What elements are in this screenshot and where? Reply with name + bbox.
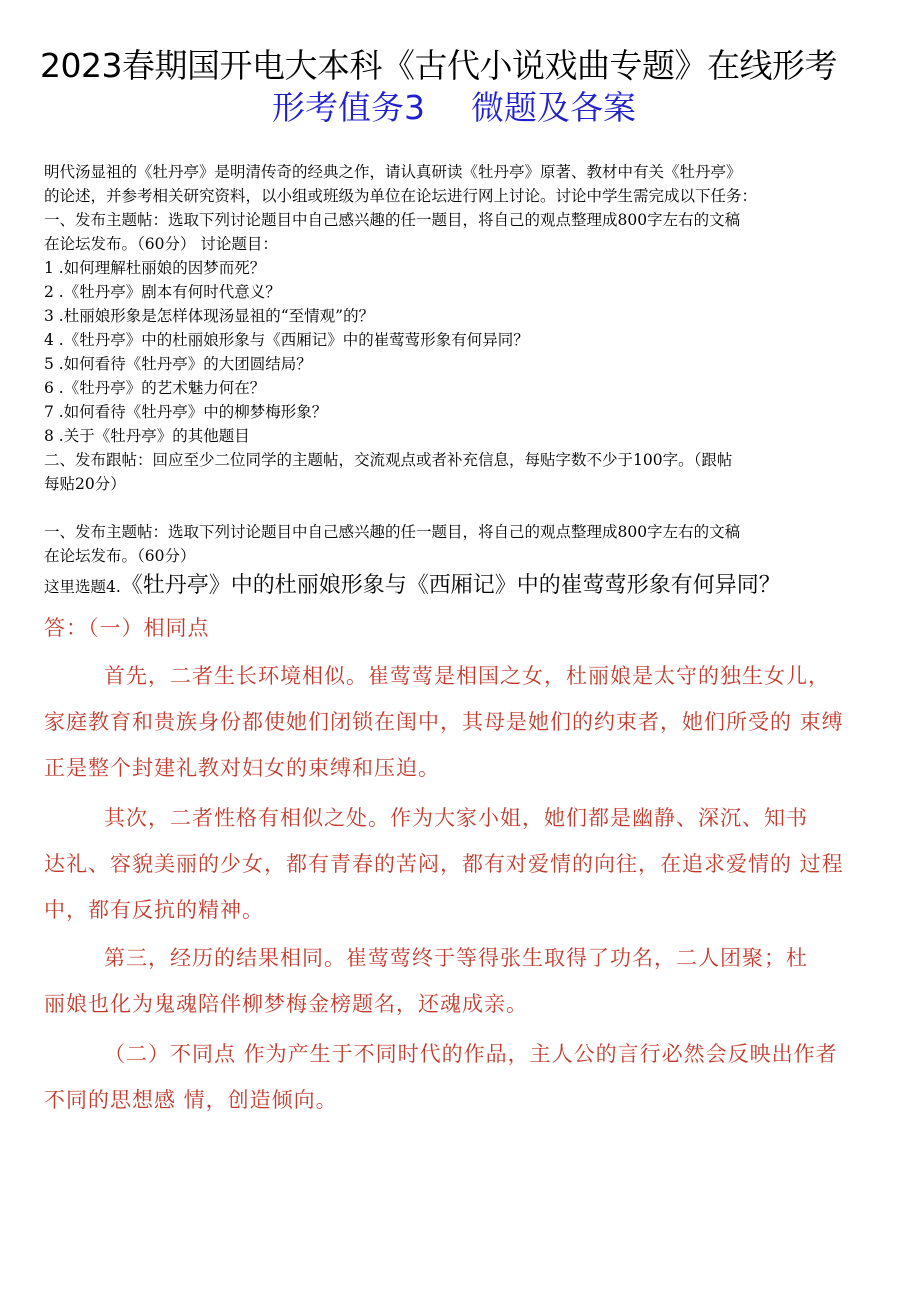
answer-line: 正是整个封建礼教对妇女的束缚和压迫。 bbox=[44, 756, 440, 780]
answer-line: 其次，二者性格有相似之处。作为大家小姐，她们都是幽静、深沉、知书 bbox=[104, 806, 808, 830]
task2-line: 每贴20分） bbox=[44, 475, 126, 493]
answer-line: 第三，经历的结果相同。崔莺莺终于等得张生取得了功名，二人团聚；杜 bbox=[104, 946, 808, 970]
answer-line: （二）不同点 作为产生于不同时代的作品，主人公的言行必然会反映出作者 bbox=[104, 1042, 838, 1066]
topic-item-5: 5 .如何看待《牡丹亭》的大团圆结局？ bbox=[44, 355, 312, 373]
topic-item-1: 1 .如何理解杜丽娘的因梦而死？ bbox=[44, 259, 266, 277]
answer-line: 丽娘也化为鬼魂陪伴柳梦梅金榜题名，还魂成亲。 bbox=[44, 992, 528, 1016]
answer-line: 中，都有反抗的精神。 bbox=[44, 898, 264, 922]
doc-title-line2 bbox=[272, 86, 636, 130]
answer-heading: 答：（一）相同点 bbox=[44, 616, 210, 640]
answer-line: 首先，二者生长环境相似。崔莺莺是相国之女，杜丽娘是太守的独生女儿， bbox=[104, 664, 830, 688]
topic-item-8: 8 .关于《牡丹亭》的其他题目 bbox=[44, 427, 250, 445]
task1-repeat-line: 一、发布主题帖：选取下列讨论题目中自己感兴趣的任一题目，将自己的观点整理成800字左右的文稿 bbox=[44, 523, 741, 541]
topic-item-6: 6 .《牡丹亭》的艺术魅力何在？ bbox=[44, 379, 266, 397]
doc-title-line2-part2: 微题及各案 bbox=[471, 88, 636, 127]
chosen-topic bbox=[44, 568, 781, 599]
answer-line: 家庭教育和贵族身份都使她们闭锁在闺中，其母是她们的约束者，她们所受的 束缚 bbox=[44, 710, 844, 734]
answer-line: 不同的思想感 情，创造倾向。 bbox=[44, 1088, 338, 1112]
topic-item-7: 7 .如何看待《牡丹亭》中的柳梦梅形象？ bbox=[44, 403, 328, 421]
intro-line: 明代汤显祖的《牡丹亭》是明清传奇的经典之作，请认真研读《牡丹亭》原著、教材中有关《牡丹亭》 bbox=[44, 163, 742, 181]
answer-line: 达礼、容貌美丽的少女，都有青春的苦闷，都有对爱情的向往，在追求爱情的 过程 bbox=[44, 852, 844, 876]
topic-item-4: 4 .《牡丹亭》中的杜丽娘形象与《西厢记》中的崔莺莺形象有何异同？ bbox=[44, 331, 529, 349]
topic-item-3: 3 .杜丽娘形象是怎样体现汤显祖的“至情观”的？ bbox=[44, 307, 375, 325]
doc-title-line2-part1: 形考值务3 bbox=[272, 88, 425, 127]
doc-title-line1: 2023春期国开电大本科《古代小说戏曲专题》在线形考 bbox=[40, 46, 837, 85]
intro-line: 在论坛发布。（60分） 讨论题目： bbox=[44, 235, 278, 253]
chosen-topic-text: 《牡丹亭》中的杜丽娘形象与《西厢记》中的崔莺莺形象有何异同？ bbox=[120, 573, 781, 598]
task1-repeat-line: 在论坛发布。（60分） bbox=[44, 547, 196, 565]
intro-line: 的论述，并参考相关研究资料，以小组或班级为单位在论坛进行网上讨论。讨论中学生需完成以下任务： bbox=[44, 187, 758, 205]
task2-line: 二、发布跟帖：回应至少二位同学的主题帖，交流观点或者补充信息，每贴字数不少于100字。（跟帖 bbox=[44, 451, 733, 469]
topic-item-2: 2 .《牡丹亭》剧本有何时代意义？ bbox=[44, 283, 281, 301]
intro-line: 一、发布主题帖：选取下列讨论题目中自己感兴趣的任一题目，将自己的观点整理成800字左右的文稿 bbox=[44, 211, 741, 229]
chosen-topic-prefix: 这里选题4. bbox=[44, 578, 121, 596]
